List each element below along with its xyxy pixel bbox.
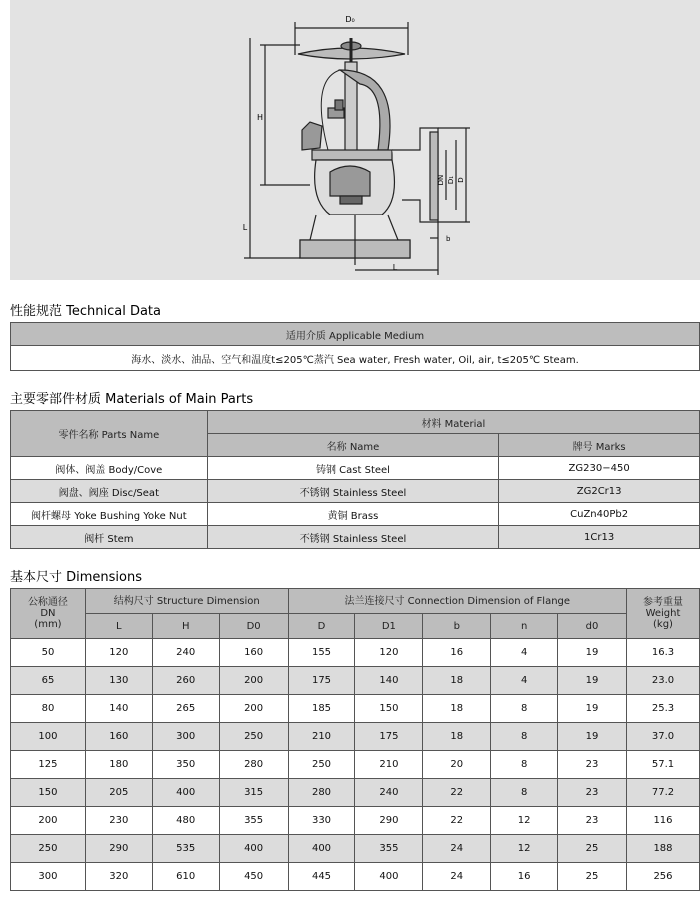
table-row — [11, 723, 700, 751]
dimension-cell: 8 — [491, 695, 558, 723]
dimension-cell: 175 — [355, 723, 423, 751]
col-d: D — [288, 614, 355, 639]
technical-table — [10, 322, 700, 371]
label-d: D — [457, 177, 465, 183]
dimension-cell: 260 — [152, 667, 219, 695]
dimension-cell: 200 — [219, 695, 288, 723]
dimension-cell: 160 — [219, 639, 288, 667]
dimension-cell: 210 — [355, 751, 423, 779]
dimensions-body — [11, 639, 700, 891]
table-row — [11, 835, 700, 863]
material-part: 阀杆螺母 Yoke Bushing Yoke Nut — [11, 503, 208, 526]
dimension-cell: 23.0 — [626, 667, 699, 695]
technical-value: 海水、淡水、油品、空气和温度t≤205℃蒸汽 Sea water, Fresh water, Oil, air, t≤205℃ Steam. — [11, 346, 700, 371]
label-h: H — [256, 113, 264, 122]
dimension-cell: 355 — [219, 807, 288, 835]
col-l: L — [85, 614, 152, 639]
table-row — [11, 863, 700, 891]
dimension-cell: 16 — [423, 639, 491, 667]
col-weight-cn: 参考重量 — [642, 597, 683, 608]
dimension-cell: 450 — [219, 863, 288, 891]
label-d0: D₀ — [345, 15, 355, 24]
dimension-cell: 19 — [558, 723, 627, 751]
dimension-cell: 120 — [355, 639, 423, 667]
dimension-cell: 160 — [85, 723, 152, 751]
dimension-cell: 24 — [423, 835, 491, 863]
dimension-cell: 180 — [85, 751, 152, 779]
dimension-cell: 205 — [85, 779, 152, 807]
dimension-cell: 18 — [423, 723, 491, 751]
dimension-cell: 155 — [288, 639, 355, 667]
col-d0: D0 — [219, 614, 288, 639]
valve-drawing — [10, 0, 700, 280]
col-marks: 牌号 Marks — [499, 434, 700, 457]
dimension-cell: 610 — [152, 863, 219, 891]
dimension-cell: 50 — [11, 639, 86, 667]
dimension-cell: 175 — [288, 667, 355, 695]
dimension-cell: 330 — [288, 807, 355, 835]
table-row — [11, 807, 700, 835]
dimension-cell: 400 — [219, 835, 288, 863]
col-part: 零件名称 Parts Name — [11, 411, 208, 457]
dimension-cell: 8 — [491, 723, 558, 751]
col-weight-unit: (kg) — [653, 619, 673, 630]
col-n: n — [491, 614, 558, 639]
dimension-cell: 188 — [626, 835, 699, 863]
dimension-cell: 22 — [423, 779, 491, 807]
dimension-cell: 18 — [423, 695, 491, 723]
dimension-cell: 57.1 — [626, 751, 699, 779]
dimension-cell: 240 — [152, 639, 219, 667]
dimension-cell: 280 — [219, 751, 288, 779]
col-dn-cn: 公称通径 — [27, 597, 68, 608]
col-d1: D1 — [355, 614, 423, 639]
dimension-cell: 250 — [219, 723, 288, 751]
dimensions-title: 基本尺寸 Dimensions — [10, 570, 143, 585]
valve-drawing-svg — [10, 0, 700, 280]
dimension-cell: 150 — [11, 779, 86, 807]
dimensions-table — [10, 588, 700, 891]
dimension-cell: 445 — [288, 863, 355, 891]
dimension-cell: 315 — [219, 779, 288, 807]
dimension-cell: 19 — [558, 695, 627, 723]
dimension-cell: 240 — [355, 779, 423, 807]
table-row — [11, 639, 700, 667]
table-row — [11, 751, 700, 779]
label-d1: D₁ — [447, 175, 455, 185]
material-marks: ZG2Cr13 — [499, 480, 700, 503]
label-l-bottom: L — [392, 263, 398, 272]
dimension-cell: 120 — [85, 639, 152, 667]
col-structure: 结构尺寸 Structure Dimension — [85, 589, 288, 614]
dimension-cell: 4 — [491, 667, 558, 695]
dimension-cell: 265 — [152, 695, 219, 723]
dimension-cell: 100 — [11, 723, 86, 751]
dimension-cell: 400 — [152, 779, 219, 807]
table-row — [11, 503, 700, 526]
dimension-cell: 250 — [288, 751, 355, 779]
dimension-cell: 480 — [152, 807, 219, 835]
technical-header: 适用介质 Applicable Medium — [11, 323, 700, 346]
col-d0-hole: d0 — [558, 614, 627, 639]
label-b: b — [446, 235, 451, 243]
col-weight-en: Weight — [645, 608, 681, 619]
table-row — [11, 667, 700, 695]
col-weight — [626, 589, 699, 639]
dimension-cell: 400 — [355, 863, 423, 891]
dimension-cell: 80 — [11, 695, 86, 723]
table-row — [11, 695, 700, 723]
materials-table — [10, 410, 700, 549]
dimension-cell: 25.3 — [626, 695, 699, 723]
dimension-cell: 19 — [558, 639, 627, 667]
table-row — [11, 779, 700, 807]
dimension-cell: 23 — [558, 779, 627, 807]
col-h: H — [152, 614, 219, 639]
material-name: 不锈钢 Stainless Steel — [207, 480, 499, 503]
dimension-cell: 25 — [558, 835, 627, 863]
dimension-cell: 20 — [423, 751, 491, 779]
dimension-cell: 77.2 — [626, 779, 699, 807]
dimension-cell: 37.0 — [626, 723, 699, 751]
dimension-cell: 320 — [85, 863, 152, 891]
col-dn-en: DN — [40, 608, 56, 619]
dimension-cell: 290 — [85, 835, 152, 863]
material-name: 不锈钢 Stainless Steel — [207, 526, 499, 549]
dimension-cell: 22 — [423, 807, 491, 835]
dimension-cell: 12 — [491, 835, 558, 863]
dimension-cell: 125 — [11, 751, 86, 779]
label-l-left: L — [242, 223, 248, 232]
dimension-cell: 23 — [558, 751, 627, 779]
dimension-cell: 24 — [423, 863, 491, 891]
dimension-cell: 185 — [288, 695, 355, 723]
material-name: 黄铜 Brass — [207, 503, 499, 526]
dimension-cell: 116 — [626, 807, 699, 835]
material-part: 阀盘、阀座 Disc/Seat — [11, 480, 208, 503]
dimension-cell: 140 — [85, 695, 152, 723]
col-dn — [11, 589, 86, 639]
dimension-cell: 140 — [355, 667, 423, 695]
material-marks: CuZn40Pb2 — [499, 503, 700, 526]
label-dn: DN — [437, 174, 445, 186]
material-marks: 1Cr13 — [499, 526, 700, 549]
col-material: 材料 Material — [207, 411, 699, 434]
dimension-cell: 4 — [491, 639, 558, 667]
dimension-cell: 12 — [491, 807, 558, 835]
material-part: 阀杆 Stem — [11, 526, 208, 549]
dimension-cell: 19 — [558, 667, 627, 695]
dimension-cell: 400 — [288, 835, 355, 863]
dimension-cell: 350 — [152, 751, 219, 779]
dimension-cell: 25 — [558, 863, 627, 891]
dimension-cell: 250 — [11, 835, 86, 863]
dimension-cell: 290 — [355, 807, 423, 835]
dimension-cell: 355 — [355, 835, 423, 863]
dimension-cell: 130 — [85, 667, 152, 695]
materials-title: 主要零部件材质 Materials of Main Parts — [10, 392, 254, 407]
material-part: 阀体、阀盖 Body/Cove — [11, 457, 208, 480]
dimension-cell: 8 — [491, 779, 558, 807]
dimension-cell: 300 — [11, 863, 86, 891]
col-dn-unit: (mm) — [34, 619, 62, 630]
technical-title: 性能规范 Technical Data — [10, 304, 161, 319]
table-row — [11, 526, 700, 549]
dimension-cell: 300 — [152, 723, 219, 751]
table-row — [11, 457, 700, 480]
col-b: b — [423, 614, 491, 639]
dimension-cell: 16 — [491, 863, 558, 891]
table-row — [11, 480, 700, 503]
dimension-cell: 535 — [152, 835, 219, 863]
dimension-cell: 200 — [219, 667, 288, 695]
dimension-cell: 16.3 — [626, 639, 699, 667]
dimension-cell: 210 — [288, 723, 355, 751]
dimension-cell: 150 — [355, 695, 423, 723]
dimension-cell: 230 — [85, 807, 152, 835]
dimension-cell: 23 — [558, 807, 627, 835]
col-name: 名称 Name — [207, 434, 499, 457]
dimension-cell: 18 — [423, 667, 491, 695]
dimension-cell: 8 — [491, 751, 558, 779]
dimension-cell: 200 — [11, 807, 86, 835]
dimension-cell: 280 — [288, 779, 355, 807]
dimension-cell: 65 — [11, 667, 86, 695]
material-marks: ZG230−450 — [499, 457, 700, 480]
col-flange: 法兰连接尺寸 Connection Dimension of Flange — [288, 589, 626, 614]
dimension-cell: 256 — [626, 863, 699, 891]
material-name: 铸钢 Cast Steel — [207, 457, 499, 480]
